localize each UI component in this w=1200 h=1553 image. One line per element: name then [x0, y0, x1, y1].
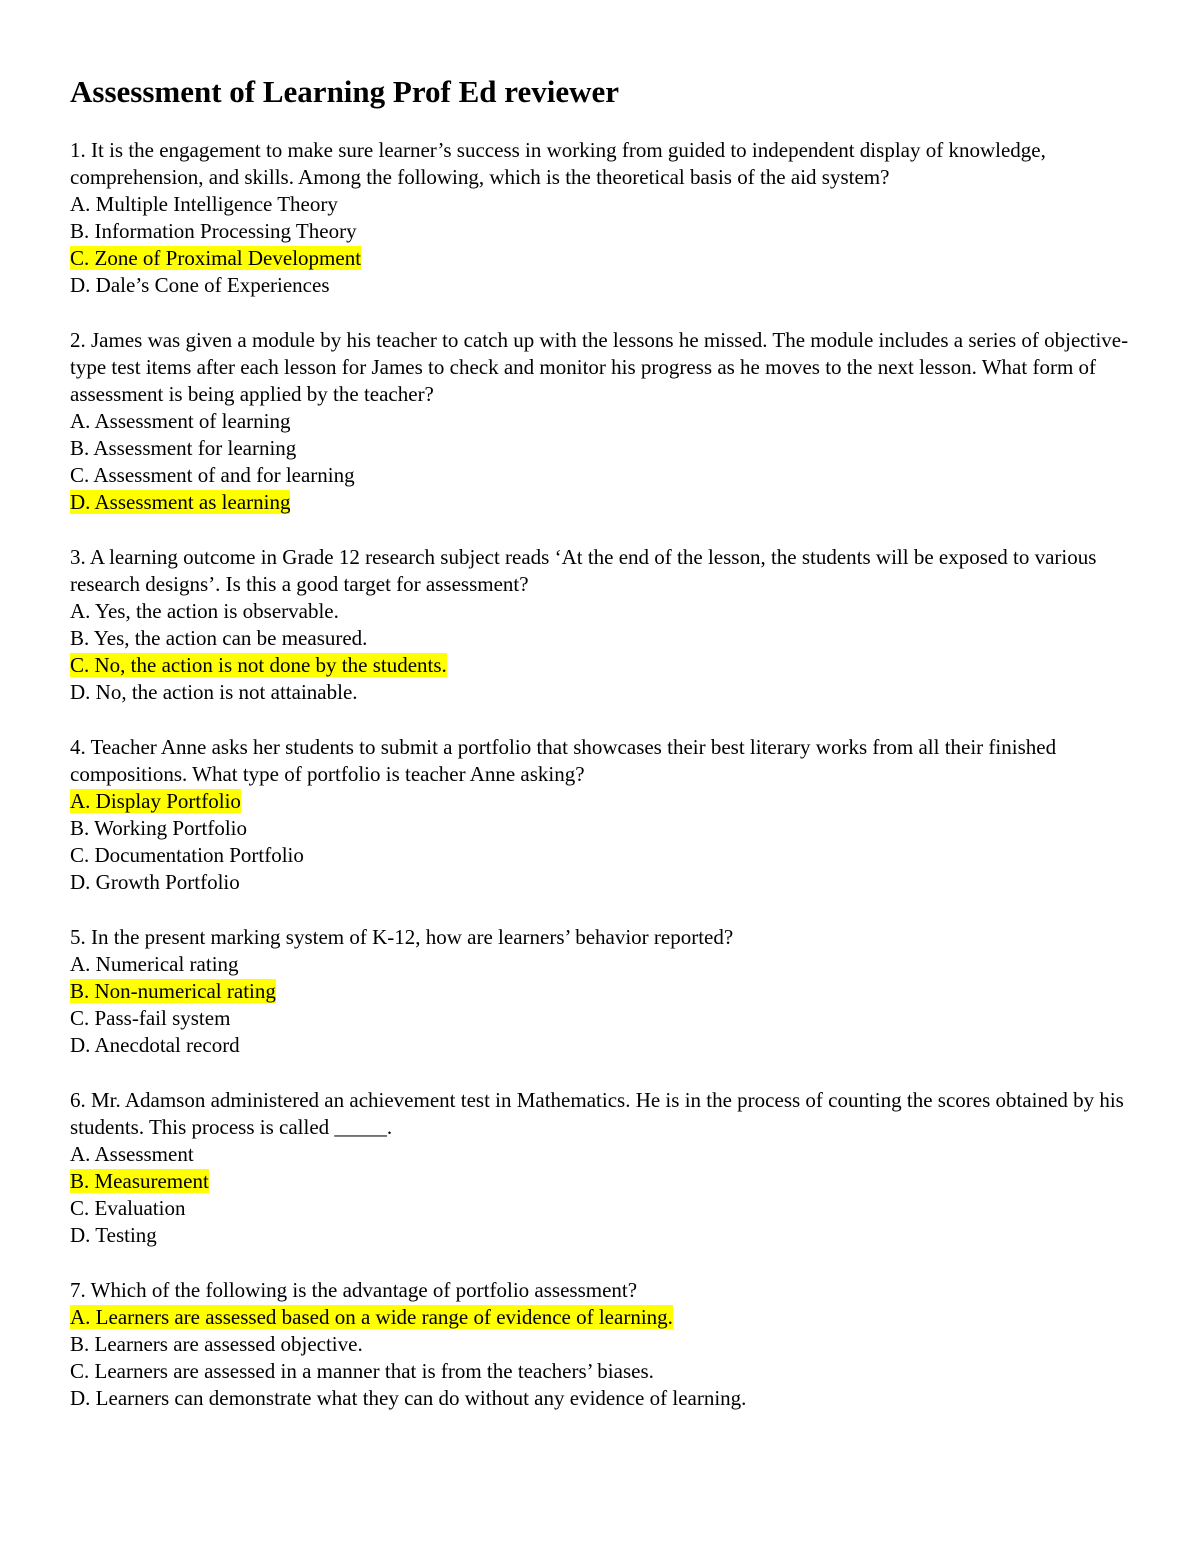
question-5 [70, 924, 1140, 1059]
answer-option-c: C. Evaluation [70, 1196, 186, 1220]
answer-option-b: B. Assessment for learning [70, 436, 297, 460]
answer-option-a: A. Yes, the action is observable. [70, 599, 339, 623]
question-7 [70, 1277, 1140, 1412]
document-page [70, 72, 1140, 1440]
question-stem: 3. A learning outcome in Grade 12 research subject reads ‘At the end of the lesson, the students will be exposed to various research designs’. Is this a good target for assessment? [70, 545, 1097, 596]
answer-option-d: D. Anecdotal record [70, 1033, 240, 1057]
question-stem: 4. Teacher Anne asks her students to submit a portfolio that showcases their best literary works from all their finished compositions. What type of portfolio is teacher Anne asking? [70, 735, 1057, 786]
answer-option-d: D. Dale’s Cone of Experiences [70, 273, 330, 297]
answer-option-c: C. Documentation Portfolio [70, 843, 304, 867]
answer-option-b: B. Information Processing Theory [70, 219, 357, 243]
answer-option-d: D. Learners can demonstrate what they can do without any evidence of learning. [70, 1386, 747, 1410]
answer-option-b: B. Yes, the action can be measured. [70, 626, 368, 650]
answer-option-a: A. Assessment of learning [70, 409, 291, 433]
answer-option-b: B. Working Portfolio [70, 816, 248, 840]
question-stem: 6. Mr. Adamson administered an achievement test in Mathematics. He is in the process of counting the scores obtained by his students. This process is called _____. [70, 1088, 1124, 1139]
answer-option-a: A. Learners are assessed based on a wide range of evidence of learning. [70, 1305, 673, 1329]
answer-option-c: C. Learners are assessed in a manner that is from the teachers’ biases. [70, 1359, 654, 1383]
question-2 [70, 327, 1140, 516]
document-title: Assessment of Learning Prof Ed reviewer [70, 74, 620, 109]
question-stem: 2. James was given a module by his teacher to catch up with the lessons he missed. The module includes a series of objective-type test items after each lesson for James to check and monitor his progress as he moves to the next lesson. What form of assessment is being applied by the teacher? [70, 328, 1129, 406]
answer-option-c: C. No, the action is not done by the students. [70, 653, 447, 677]
answer-option-b: B. Non-numerical rating [70, 979, 276, 1003]
question-3 [70, 544, 1140, 706]
question-6 [70, 1087, 1140, 1249]
question-stem: 7. Which of the following is the advantage of portfolio assessment? [70, 1278, 638, 1302]
answer-option-c: C. Zone of Proximal Development [70, 246, 362, 270]
answer-option-a: A. Display Portfolio [70, 789, 241, 813]
answer-option-b: B. Measurement [70, 1169, 209, 1193]
question-stem: 5. In the present marking system of K-12, how are learners’ behavior reported? [70, 925, 734, 949]
answer-option-d: D. Testing [70, 1223, 157, 1247]
answer-option-b: B. Learners are assessed objective. [70, 1332, 363, 1356]
answer-option-d: D. Growth Portfolio [70, 870, 240, 894]
answer-option-a: A. Numerical rating [70, 952, 239, 976]
question-4 [70, 734, 1140, 896]
answer-option-d: D. Assessment as learning [70, 490, 291, 514]
question-stem: 1. It is the engagement to make sure learner’s success in working from guided to independent display of knowledge, comprehension, and skills. Among the following, which is the theoretical basis of the aid system? [70, 138, 1046, 189]
answer-option-c: C. Assessment of and for learning [70, 463, 355, 487]
answer-option-a: A. Multiple Intelligence Theory [70, 192, 338, 216]
answer-option-a: A. Assessment [70, 1142, 194, 1166]
answer-option-c: C. Pass-fail system [70, 1006, 231, 1030]
question-1 [70, 137, 1140, 299]
answer-option-d: D. No, the action is not attainable. [70, 680, 358, 704]
